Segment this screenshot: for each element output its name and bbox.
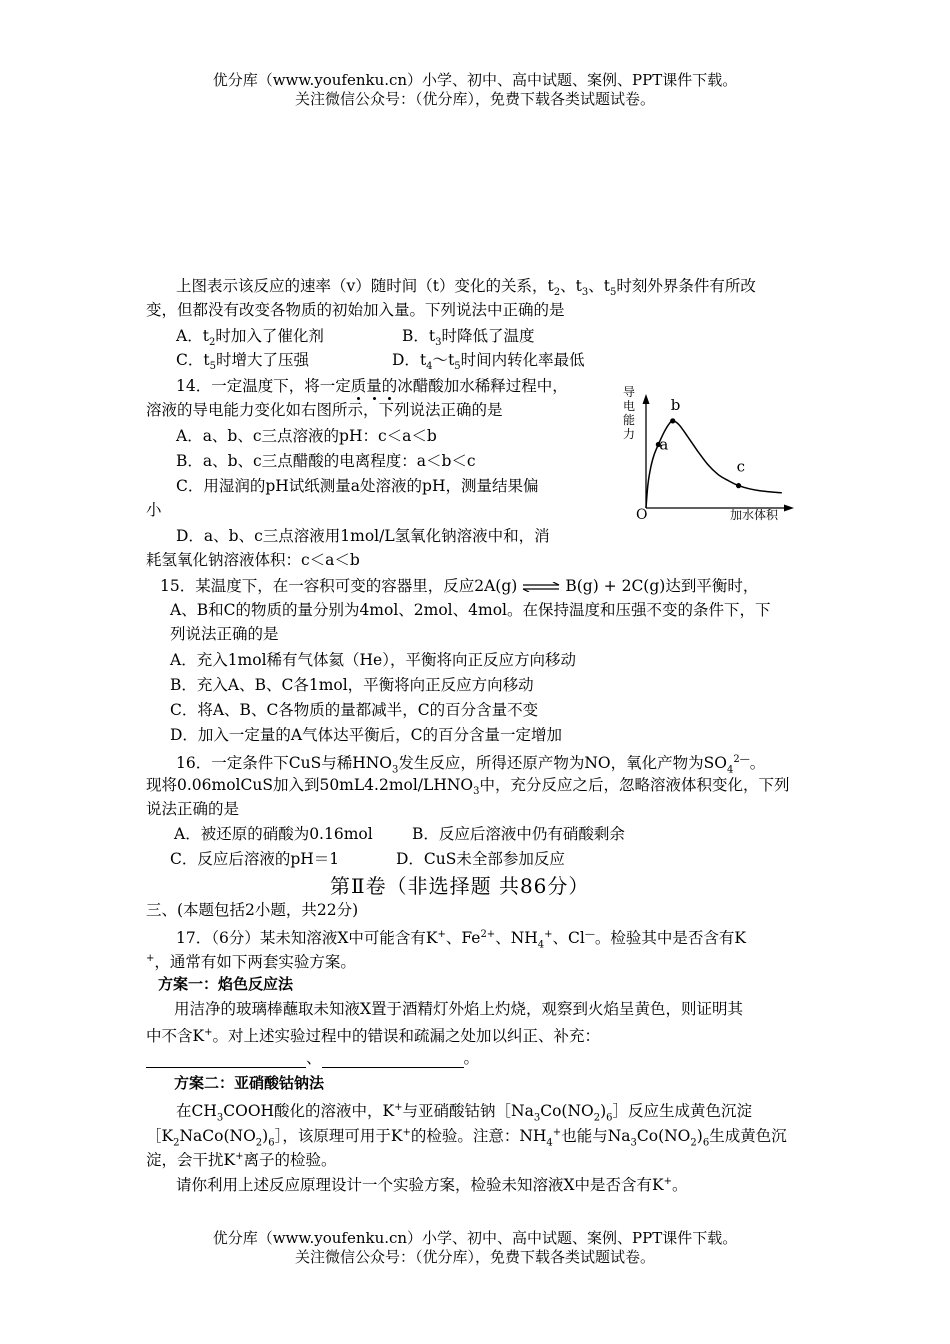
q15-stem-line2: A、B和C的物质的量分别为4mol、2mol、4mol。在保持温度和压强不变的条件下，下 — [170, 601, 771, 619]
point-label-a: a — [659, 435, 669, 454]
conductivity-chart — [612, 380, 802, 525]
answer-blank-2[interactable] — [322, 1052, 464, 1068]
q13-stem-line1: 上图表示该反应的速率（v）随时间（t）变化的关系，$t_2$、$t_3$、$t_5$时刻外界条件有所改 — [176, 277, 756, 299]
emphasis-dotted-text — [351, 377, 398, 395]
emphasis-dotted-char: 量 — [366, 377, 382, 395]
plan-two-line3: 淀，会干扰K+离子的检验。 — [146, 1151, 337, 1170]
q13-option-d: D．$t_4\sim t_5$时间内转化率最低 — [392, 351, 585, 373]
q14-option-c-line2: 小 — [146, 501, 162, 519]
point-label-b: b — [670, 395, 681, 414]
y-axis-label — [623, 385, 635, 441]
equilibrium-arrow-icon — [520, 582, 562, 592]
q16-stem-line1: 16．一定条件下CuS与稀$HNO_3$发生反应，所得还原产物为NO，氧化产物为$SO_4^{2—}$。 — [176, 754, 766, 776]
emphasis-dotted-char: 质 — [350, 377, 367, 395]
x-axis-arrow — [784, 505, 794, 512]
q14-option-d-line1: D．a、b、c三点溶液用1mol/L氢氧化钠溶液中和，消 — [176, 527, 550, 545]
q13-stem-line2: 变，但都没有改变各物质的初始加入量。下列说法中正确的是 — [146, 301, 565, 319]
q17-stem-line1: 17．（6分）某未知溶液X中可能含有K+、$Fe^{2+}$、$NH_4^+$、Cl—。检验其中是否含有K — [176, 929, 746, 951]
q16-option-b: B．反应后溶液中仍有硝酸剩余 — [412, 825, 625, 843]
page-header-line1: 优分库（www.youfenku.cn）小学、初中、高中试题、案例、PPT课件下载。 — [212, 71, 738, 89]
part-ii-title: 第Ⅱ卷（非选择题 共86分） — [330, 874, 590, 898]
point-label-c: c — [736, 457, 745, 476]
plan-two-line4: 请你利用上述反应原理设计一个实验方案，检验未知溶液X中是否含有K+。 — [176, 1176, 688, 1195]
origin-label: O — [636, 507, 648, 523]
q15-option-c: C．将A、B、C各物质的量都减半，C的百分含量不变 — [170, 701, 539, 719]
section-three-heading: 三、(本题包括2小题，共22分) — [146, 901, 359, 919]
emphasis-dotted-char: 的 — [381, 377, 398, 395]
point-b — [670, 418, 675, 423]
curve-points — [656, 396, 745, 488]
q16-option-c: C．反应后溶液的pH＝1 — [170, 850, 340, 868]
answer-blanks-row: 、 。 — [146, 1048, 479, 1068]
y-axis-label-char: 能 — [623, 413, 636, 427]
q13-option-b: B．$t_3$时降低了温度 — [402, 327, 535, 349]
q16-stem-line2: 现将0.06molCuS加入到$50mL4.2mol/LHNO_3$中，充分反应之后，忽略溶液体积变化，下列 — [146, 776, 790, 798]
page-footer-line2: 关注微信公众号：（优分库），免费下载各类试题试卷。 — [294, 1248, 655, 1266]
q14-stem-line2: 溶液的导电能力变化如右图所示，下列说法正确的是 — [146, 401, 503, 419]
q14-option-d-line2: 耗氢氧化钠溶液体积：c＜a＜b — [146, 551, 360, 569]
plan-one-line2: 中不含K+。对上述实验过程中的错误和疏漏之处加以纠正、补充： — [146, 1027, 600, 1046]
y-axis-arrow — [643, 394, 650, 404]
q16-option-d: D．CuS未全部参加反应 — [396, 850, 565, 868]
plan-two-line1: 在$CH_3COOH$酸化的溶液中，K+与亚硝酸钴钠$[Na_3Co(NO_2)_6]$反应生成黄色沉淀 — [176, 1102, 753, 1124]
q15-option-b: B．充入A、B、C各1mol，平衡将向正反应方向移动 — [170, 676, 534, 694]
q14-option-c-line1: C．用湿润的pH试纸测量a处溶液的pH，测量结果偏 — [176, 477, 539, 495]
q16-stem-line3: 说法正确的是 — [146, 800, 240, 818]
page-header-line2: 关注微信公众号：（优分库），免费下载各类试题试卷。 — [294, 90, 655, 108]
q15-stem-line1: 15．某温度下，在一容积可变的容器里，反应2A(g) B(g) + 2C(g)达到平衡时， — [160, 577, 759, 595]
q15-option-a: A．充入1mol稀有气体氦（He），平衡将向正反应方向移动 — [170, 651, 576, 669]
q15-option-d: D．加入一定量的A气体达平衡后，C的百分含量一定增加 — [170, 726, 562, 744]
answer-blank-1[interactable] — [146, 1052, 306, 1068]
q13-option-a: A．$t_2$时加入了催化剂 — [176, 327, 324, 349]
page-footer-line1: 优分库（www.youfenku.cn）小学、初中、高中试题、案例、PPT课件下载。 — [212, 1229, 738, 1247]
q16-option-a: A．被还原的硝酸为0.16mol — [174, 825, 373, 843]
plan-one-title: 方案一：焰色反应法 — [158, 975, 294, 993]
plan-two-line2: $[K_2NaCo(NO_2)_6]$，该原理可用于K+的检验。注意：$NH_4^+$也能与$Na_3Co(NO_2)_6$生成黄色沉 — [146, 1127, 787, 1149]
plan-one-line1: 用洁净的玻璃棒蘸取未知液X置于酒精灯外焰上灼烧，观察到火焰呈黄色，则证明其 — [174, 1000, 744, 1018]
q14-option-b: B．a、b、c三点醋酸的电离程度：a＜b＜c — [176, 452, 476, 470]
y-axis-label-char: 力 — [623, 427, 636, 441]
q14-option-a: A．a、b、c三点溶液的pH：c＜a＜b — [176, 427, 437, 445]
q17-stem-line2: +，通常有如下两套实验方案。 — [146, 953, 356, 972]
q13-option-c: C．$t_5$时增大了压强 — [176, 351, 309, 373]
q15-stem-line3: 列说法正确的是 — [170, 625, 279, 643]
y-axis-label-char: 电 — [623, 399, 636, 413]
y-axis-label-char: 导 — [623, 385, 636, 399]
plan-two-title: 方案二：亚硝酸钴钠法 — [174, 1074, 325, 1092]
conductivity-curve — [646, 421, 782, 508]
x-axis-label: 加水体积 — [730, 508, 779, 522]
point-c — [736, 483, 741, 488]
q14-stem-line1: 14．一定温度下，将一定质量的冰醋酸加水稀释过程中， — [176, 377, 568, 395]
